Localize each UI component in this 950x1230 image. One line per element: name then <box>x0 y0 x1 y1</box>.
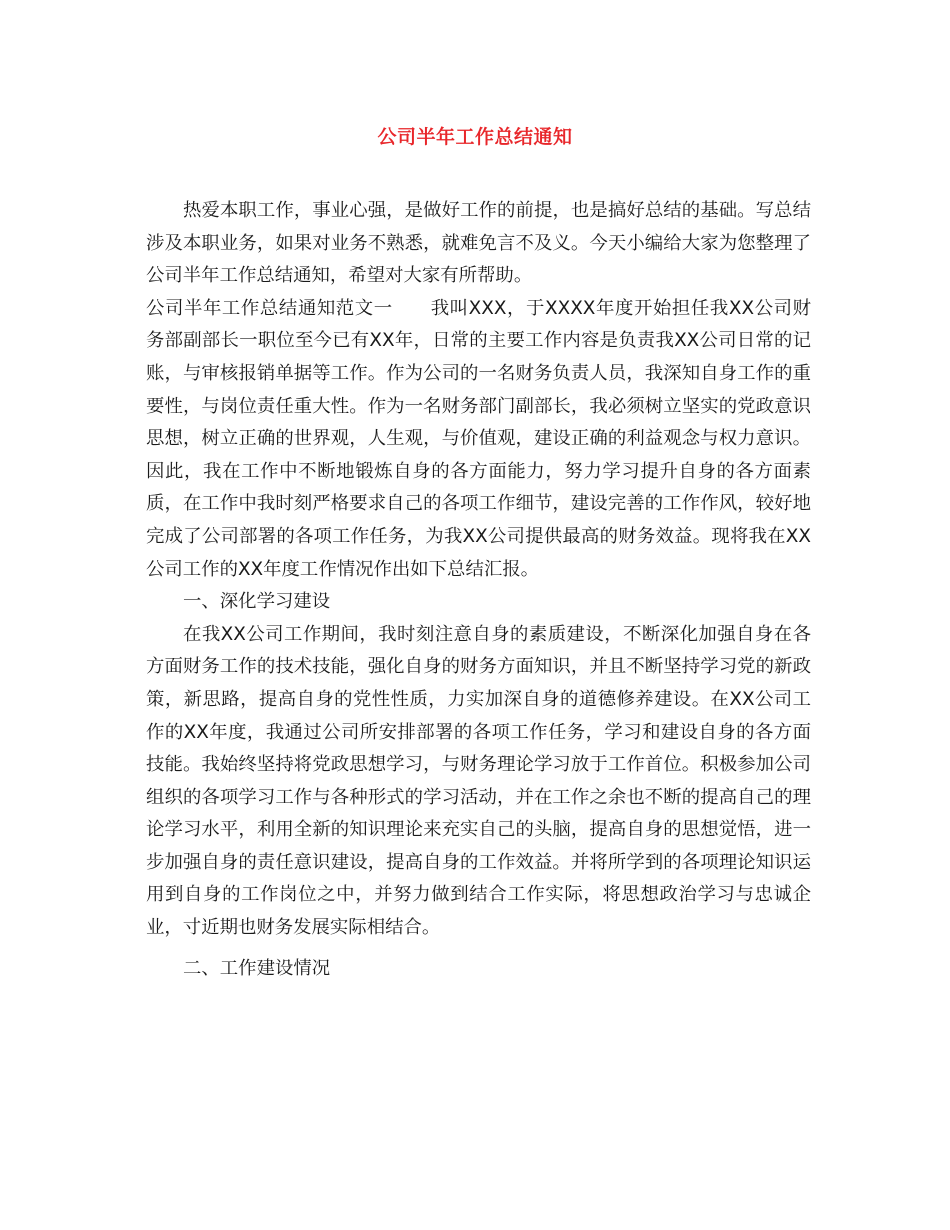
intro-paragraph: 热爱本职工作，事业心强，是做好工作的前提，也是搞好总结的基础。写总结涉及本职业务，如果对业务不熟悉，就难免言不及义。今天小编给大家为您整理了公司半年工作总结通知，希望对大家有所帮助。 <box>146 200 811 287</box>
section-heading-study: 一、深化学习建设 <box>183 591 331 613</box>
document-title: 公司半年工作总结通知 <box>377 126 573 148</box>
study-paragraph: 在我XX公司工作期间，我时刻注意自身的素质建设，不断深化加强自身在各方面财务工作的技术技能，强化自身的财务方面知识，并且不断坚持学习党的新政策，新思路，提高自身的党性性质，力实加深自身的道德修养建设。在XX公司工作的XX年度，我通过公司所安排部署的各项工作任务，学习和建设自身的各方面技能。我始终坚持将党政思想学习，与财务理论学习放于工作首位。积极参加公司组织的各项学习工作与各种形式的学习活动，并在工作之余也不断的提高自己的理论学习水平，利用全新的知识理论来充实自己的头脑，提高自身的思想觉悟，进一步加强自身的责任意识建设，提高自身的工作效益。并将所学到的各项理论知识运用到自身的工作岗位之中，并努力做到结合工作实际，将思想政治学习与忠诚企业，寸近期也财务发展实际相结合。 <box>146 623 811 939</box>
section-heading-work: 二、工作建设情况 <box>183 957 331 979</box>
document-body <box>146 195 811 985</box>
sample-one-paragraph: 公司半年工作总结通知范文一 我叫XXX，于XXXX年度开始担任我XX公司财务部副部长一职位至今已有XX年，日常的主要工作内容是负责我XX公司日常的记账，与审核报销单据等工作。作为公司的一名财务负责人员，我深知自身工作的重要性，与岗位责任重大性。作为一名财务部门副部长，我必须树立坚实的党政意识思想，树立正确的世界观，人生观，与价值观，建设正确的利益观念与权力意识。因此，我在工作中不断地锻炼自身的各方面能力，努力学习提升自身的各方面素质，在工作中我时刻严格要求自己的各项工作细节，建设完善的工作作风，较好地完成了公司部署的各项工作任务，为我XX公司提供最高的财务效益。现将我在XX公司工作的XX年度工作情况作出如下总结汇报。 <box>146 297 811 580</box>
